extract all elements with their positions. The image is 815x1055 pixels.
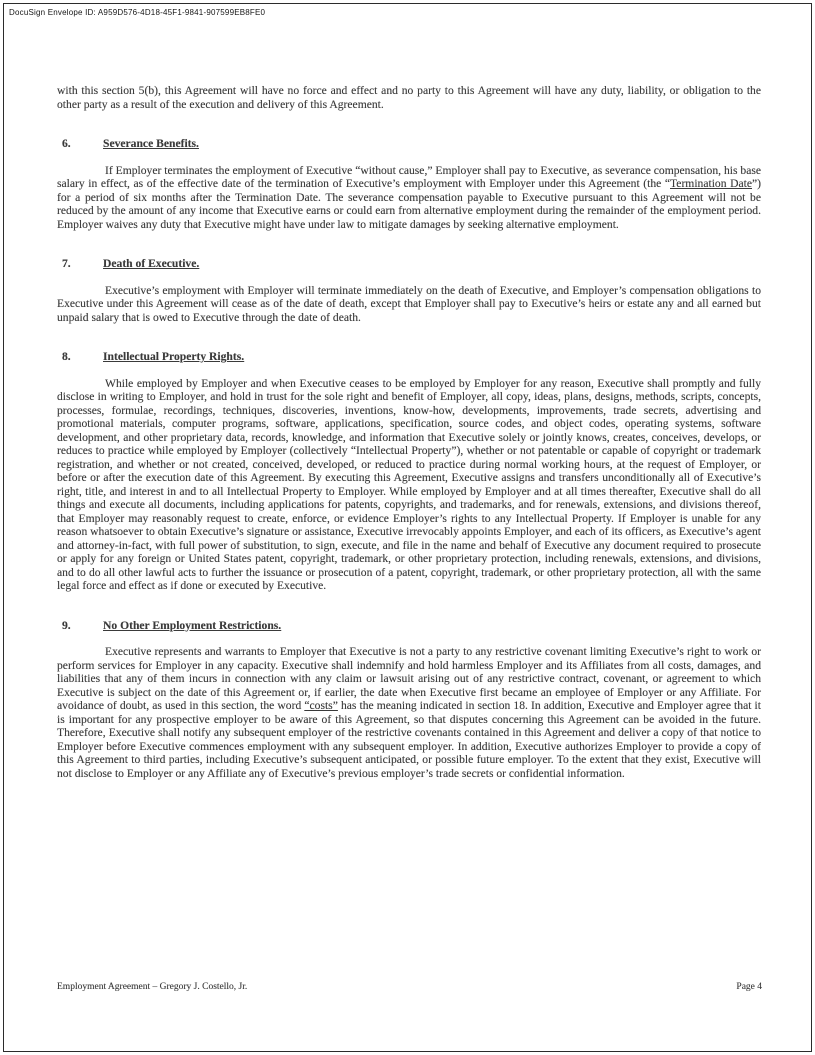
paragraph-text: If Employer terminates the employment of Executive “without cause,” Employer shall pay to Executive, as severance compensation, his base salary in effect, as of the effective date of the termination of Executive’s employment with Employer under this Agreement (the “ [57, 163, 761, 190]
paragraph-text: Executive represents and warrants to Employer that Executive is not a party to any restrictive covenant limiting Executive’s right to work or perform services for Employer in any capacity. Executive shall indemnify and hold harmless Employer and its Affiliates from all costs, damages, and liabilities that any of them incurs in connection with any claim or lawsuit arising out of any restrictive contract, covenant, or agreement to which Executive is subject on the date of this Agreement or, if earlier, the date when Executive first became an employee of Employer or any Affiliate. For avoidance of doubt, as used in this section, the word [57, 645, 761, 712]
section-9-heading [57, 619, 761, 633]
footer-page-number: Page 4 [736, 982, 762, 992]
section-title: No Other Employment Restrictions. [103, 618, 282, 632]
section-6-paragraph [57, 164, 761, 232]
section-8-paragraph: While employed by Employer and when Executive ceases to be employed by Employer for any reason, Executive shall promptly and fully disclose in writing to Employer, and hold in trust for the sole right and benefit of Employer, all copy, ideas, plans, designs, methods, scripts, concepts, processes, formulae, recordings, techniques, discoveries, inventions, know-how, developments, improvements, trade secrets, advertising and promotional materials, computer programs, software, applications, specification, source codes, and object codes, operating systems, software development, and other proprietary data, records, knowledge, and information that Executive solely or jointly knows, creates, conceives, develops, or reduces to practice while employed by Employer (collectively “Intellectual Property”), whether or not patentable or capable of copyright or trademark registration, and whether or not created, conceived, developed, or reduced to practice during normal working hours, at the request of Employer, or before or after the execution date of this Agreement. By executing this Agreement, Executive assigns and transfers unconditionally all of Executive’s right, title, and interest in and to all Intellectual Property to Employer. While employed by Employer and at all times thereafter, Executive shall do all things and execute all documents, including applications for patents, copyrights, and trademarks, and for renewals, extensions, and divisions thereof, that Employer may reasonably request to create, enforce, or evidence Employer’s rights to any Intellectual Property. If Employer is unable for any reason whatsoever to obtain Executive’s signature or assistance, Executive irrevocably appoints Employer, and each of its officers, as Executive’s agent and attorney-in-fact, with full power of substitution, to sign, execute, and file in the name and behalf of Executive any document required to prosecute or apply for any foreign or United States patent, copyright, trademark, or other proprietary protection, including renewals, extensions, and divisions, and to do all other lawful acts to further the issuance or prosecution of a patent, copyright, trademark, or other proprietary protection, all with the same legal force and effect as if done or executed by Executive. [57, 376, 761, 592]
section-title: Intellectual Property Rights. [103, 350, 245, 363]
section-9 [57, 619, 761, 781]
section-7-paragraph: Executive’s employment with Employer will terminate immediately on the death of Executive, and Employer’s compensation obligations to Executive under this Agreement will cease as of the date of death, except that Employer shall pay to Executive’s heirs or estate any and all earned but unpaid salary that is owed to Executive through the date of death. [57, 283, 761, 324]
continuation-paragraph: with this section 5(b), this Agreement will have no force and effect and no party to this Agreement will have any duty, liability, or obligation to the other party as a result of the execution and delivery of this Agreement. [57, 84, 761, 111]
section-7-heading [57, 257, 761, 271]
defined-term-termination-date: Termination Date [670, 177, 752, 190]
section-number: 9. [62, 618, 71, 632]
section-number: 6. [62, 137, 71, 150]
paragraph-text: ”) for a period of six months after the Termination Date. The severance compensation payable to Executive pursuant to this Agreement will not be reduced by the amount of any income that Executive earns or could earn from alternative employment during the remainder of the employment period. Employer waives any duty that Executive might have under law to mitigate damages by seeking alternative employment. [57, 177, 762, 231]
page-footer [57, 982, 762, 992]
footer-document-title: Employment Agreement – Gregory J. Costello, Jr. [57, 982, 248, 992]
section-6-heading [57, 137, 761, 151]
section-title: Severance Benefits. [103, 137, 199, 150]
section-7 [57, 257, 761, 324]
section-number: 8. [62, 350, 71, 363]
paragraph-text: has the meaning indicated in section 18. In addition, Executive and Employer agree that it is important for any prospective employer to be aware of this Agreement, so that disputes concerning this Agreement can be avoided in the future. Therefore, Executive shall notify any subsequent employer of the restrictive covenants contained in this Agreement and deliver a copy of that notice to Employer before Executive commences employment with any subsequent employer. In addition, Executive authorizes Employer to provide a copy of this Agreement to third parties, including Executive’s subsequent anticipated, or possible future employer. To the extent that they exist, Executive will not disclose to Employer or any Affiliate any of Executive’s previous employer’s trade secrets or confidential information. [57, 699, 761, 780]
section-6 [57, 137, 761, 231]
section-title: Death of Executive. [103, 257, 200, 270]
section-9-paragraph [57, 645, 761, 780]
docusign-envelope-id: DocuSign Envelope ID: A959D576-4D18-45F1-9841-907599EB8FE0 [9, 8, 266, 17]
section-8 [57, 350, 761, 593]
defined-term-costs: “costs” [304, 699, 338, 712]
section-8-heading [57, 350, 761, 364]
document-content [57, 84, 761, 780]
section-number: 7. [62, 257, 71, 270]
